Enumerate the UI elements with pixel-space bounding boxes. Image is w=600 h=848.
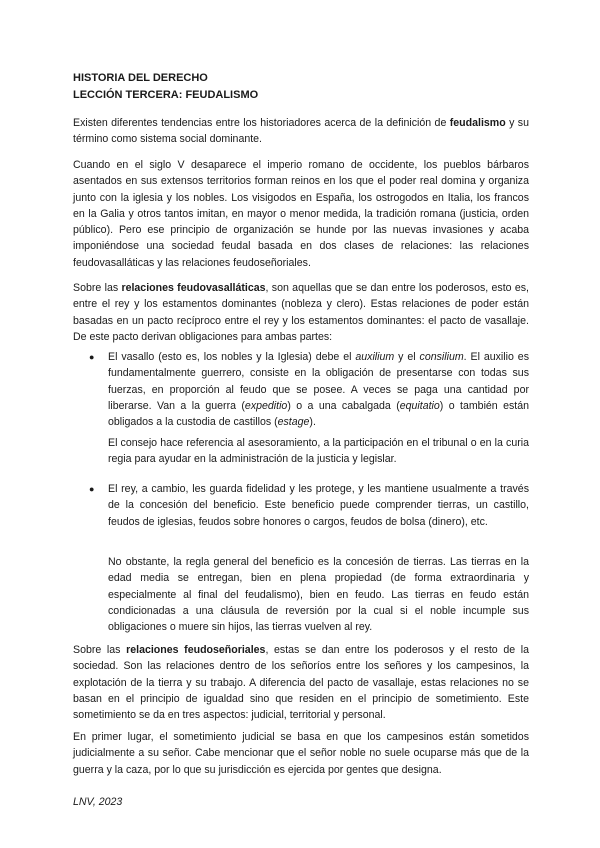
b1-text-3: . El auxilio es fundamentalmente guerrero, consiste en la obligación de presentarse con todas sus fuerzas, en proporción al feudo que se posee. A veces se paga una cantidad por liberarse. Van a la guerra ( bbox=[108, 351, 529, 412]
b1-text-4: ) o a una cabalgada ( bbox=[287, 399, 400, 412]
b1-italic-auxilium: auxilium bbox=[355, 351, 395, 363]
bullet-item-rey: El rey, a cambio, les guarda fidelidad y les protege, y les mantiene usualmente a través de la concesión del beneficio. Este beneficio puede comprender tierras, un castillo, feudos de iglesias, feudos sobre honores o cargos, feudos de bolsa (dinero), etc. bbox=[108, 483, 529, 528]
p4-bold-term: relaciones feudoseñoriales bbox=[126, 644, 266, 656]
bullet-sub-beneficio: No obstante, la regla general del beneficio es la concesión de tierras. Las tierras en la edad media se entregan, bien en plena propiedad (de forma extraordinaria y especialmente al final del feudalismo), bien en feudo. Las tierras en feudo están condicionadas a una cláusula de reversión por la cual si el noble incumple sus obligaciones o muere sin hijos, las tierras vuelven al rey. bbox=[108, 556, 529, 634]
b1-text-2: y el bbox=[394, 351, 420, 363]
b1-italic-expeditio: expeditio bbox=[244, 399, 288, 412]
intro-text-1: Existen diferentes tendencias entre los historiadores acerca de la definición de bbox=[73, 117, 450, 129]
document-footer: LNV, 2023 bbox=[73, 796, 123, 808]
paragraph-sometimiento-judicial: En primer lugar, el sometimiento judicial se basa en que los campesinos están sometidos judicialmente a su señor. Cabe mencionar que el señor noble no suele ocuparse más que de la guerra y la caza, por lo que su jurisdicción es ejercida por gentes que designa. bbox=[73, 731, 529, 776]
intro-paragraph bbox=[73, 115, 529, 148]
b1-italic-estage: estage bbox=[277, 416, 310, 429]
p3-text-2: , son aquellas que se dan entre los poderosos, esto es, entre el rey y los estamentos dominantes (nobleza y clero). Estas relaciones de poder están basadas en un pacto recíproco entre el rey y los estamentos dominantes: el pacto de vasallaje. De este pacto derivan obligaciones para ambas partes: bbox=[73, 282, 529, 343]
course-title: HISTORIA DEL DERECHO bbox=[73, 72, 208, 84]
bullet-item-vasallo bbox=[108, 349, 529, 430]
bullet-sub-consejo: El consejo hace referencia al asesoramiento, a la participación en el tribunal o en la curia regia para ayudar en la administración de la justicia y legislar. bbox=[108, 437, 529, 466]
bullet-marker-1: ● bbox=[89, 352, 95, 362]
b1-italic-equitatio: equitatio bbox=[399, 399, 440, 412]
lesson-title: LECCIÓN TERCERA: FEUDALISMO bbox=[73, 89, 259, 101]
paragraph-historia: Cuando en el siglo V desaparece el imperio romano de occidente, los pueblos bárbaros asentados en sus extensos territorios forman reinos en los que el poder real domina y organiza junto con la iglesia y los nobles. Los visigodos en España, los ostrogodos en Italia, los francos en la Galia y otros tantos imitan, en mayor o menor medida, la tradición romana (justicia, orden público). Pero ese principio de organización se hunde por las nuevas invasiones y acaba imponiéndose una sociedad feudal basada en dos clases de relaciones: las relaciones feudovasalláticas y las relaciones feudoseñoriales. bbox=[73, 159, 529, 269]
p3-text-1: Sobre las bbox=[73, 282, 122, 294]
p4-text-1: Sobre las bbox=[73, 644, 127, 656]
p4-text-2: , estas se dan entre los poderosos y el resto de la sociedad. Son las relaciones dentro de los señoríos entre los señores y los campesinos, la explotación de la tierra y su trabajo. A diferencia del pacto de vasallaje, estas relaciones no se basan en el principio de igualdad sino que residen en el principio de sometimiento. Este sometimiento se da en tres aspectos: judicial, territorial y personal. bbox=[73, 644, 529, 722]
b1-text-1: El vasallo (esto es, los nobles y la Iglesia) debe el bbox=[108, 351, 356, 363]
b1-text-6: ). bbox=[309, 416, 316, 429]
paragraph-feudosenoriales bbox=[73, 642, 529, 723]
intro-bold-term: feudalismo bbox=[449, 117, 506, 129]
b1-italic-consilium: consilium bbox=[419, 351, 464, 363]
paragraph-feudovasallaticas bbox=[73, 280, 529, 345]
b1-text-5: ) o también están obligados a la custodia de castillos ( bbox=[108, 399, 530, 429]
p3-bold-term: relaciones feudovasalláticas bbox=[121, 282, 266, 294]
intro-text-2: y su término como sistema social dominante. bbox=[73, 117, 529, 146]
bullet-marker-2: ● bbox=[89, 484, 95, 494]
document-header bbox=[73, 70, 258, 104]
